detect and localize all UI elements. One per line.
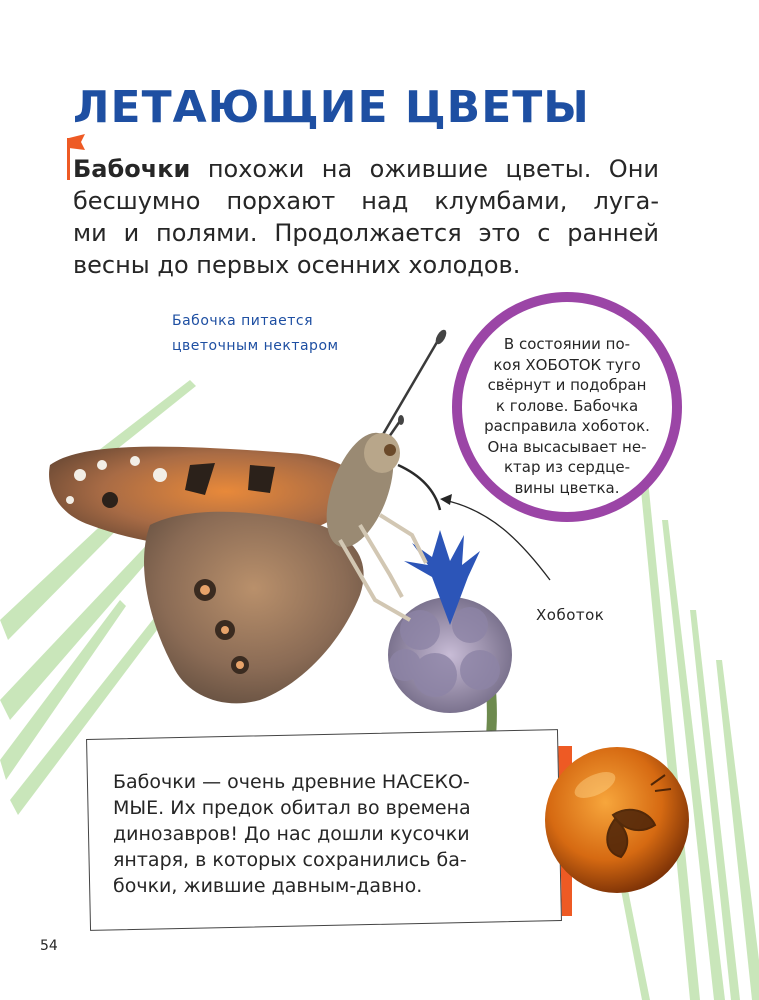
intro-line: ми и полями. Продолжается это с ранней: [73, 219, 659, 247]
intro-paragraph: [73, 153, 659, 281]
intro-line: похожи на ожившие цветы. Они: [190, 155, 659, 183]
callout-line: ктар из сердце-: [504, 458, 630, 476]
callout-line: Она высасывает не-: [487, 437, 647, 456]
fact-line: МЫЕ. Их предок обитал во времена: [113, 797, 471, 819]
callout-line: свёрнут и подобран: [487, 376, 647, 394]
intro-lead-word: Бабочки: [73, 155, 191, 183]
fact-line: янтаря, в которых сохранились ба-: [113, 849, 467, 871]
callout-line: коя ХОБОТОК туго: [493, 355, 641, 374]
fact-box-text: [113, 769, 543, 899]
callout-line: расправила хоботок.: [484, 417, 650, 435]
pointer-arrow-icon: [400, 470, 560, 590]
amber-photo: [543, 745, 691, 895]
page-title: ЛЕТАЮЩИЕ ЦВЕТЫ: [73, 82, 590, 133]
callout-line: вины цветка.: [514, 478, 620, 497]
callout-line: В состоянии по-: [503, 335, 631, 353]
page-number: 54: [40, 938, 58, 954]
caption-line: Бабочка питается: [172, 313, 314, 329]
intro-line: бесшумно порхают над клумбами, луга-: [73, 187, 659, 215]
proboscis-label: Хоботок: [536, 606, 605, 624]
intro-line: весны до первых осенних холодов.: [73, 251, 521, 279]
callout-line: к голове. Бабочка: [495, 396, 639, 415]
fact-line: Бабочки — очень древние НАСЕКО-: [113, 771, 470, 793]
fact-line: динозавров! До нас дошли кусочки: [113, 823, 470, 845]
caption-line: цветочным нектаром: [172, 338, 339, 354]
fact-line: бочки, жившие давным-давно.: [113, 875, 423, 897]
